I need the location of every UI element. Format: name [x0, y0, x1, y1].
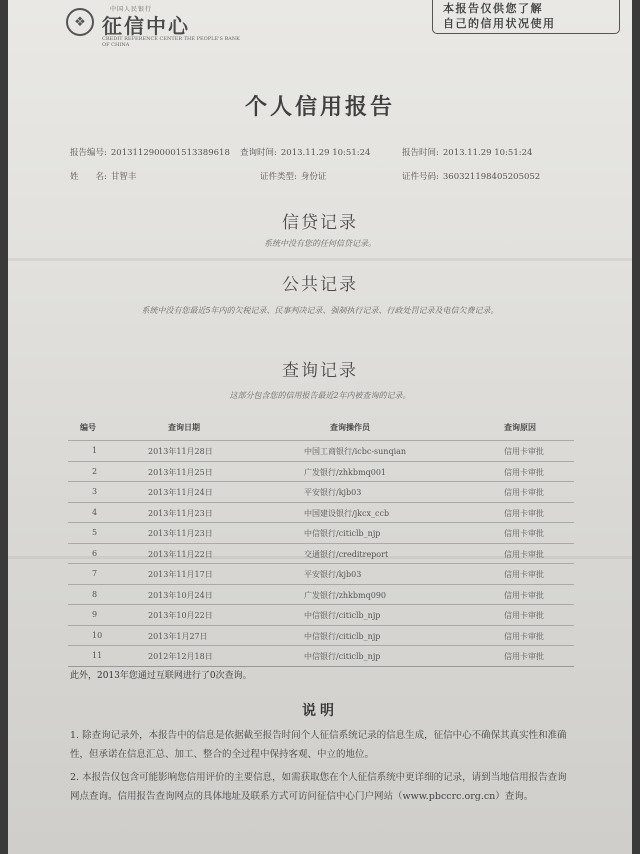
- table-row: [68, 502, 574, 523]
- cell-reason: 信用卡审批: [504, 467, 544, 477]
- cell-operator: 中信银行/citiclb_njp: [304, 529, 381, 538]
- credit-center-logo: [66, 4, 240, 48]
- cell-no: 3: [92, 487, 98, 496]
- cell-reason: 信用卡审批: [504, 508, 544, 518]
- cell-reason: 信用卡审批: [504, 631, 544, 641]
- cell-reason: 信用卡审批: [504, 529, 544, 538]
- report-paper: [8, 0, 632, 854]
- cell-date: 2013年11月28日: [148, 447, 213, 456]
- cell-reason: 信用卡审批: [504, 447, 544, 456]
- cell-no: 9: [92, 610, 98, 619]
- public-section-title: 公共记录: [282, 275, 358, 295]
- cell-no: 5: [92, 528, 98, 537]
- cell-operator: 广发银行/zhkbmq090: [304, 590, 387, 600]
- page-title: 个人信用报告: [244, 94, 395, 120]
- cell-reason: 信用卡审批: [504, 488, 544, 497]
- cell-reason: 信用卡审批: [504, 570, 544, 579]
- table-row: [68, 440, 574, 461]
- cell-no: 8: [92, 589, 98, 599]
- cell-operator: 中国建设银行/jkcx_ccb: [304, 508, 390, 518]
- cell-operator: 中信银行/citiclb_njp: [304, 652, 381, 661]
- cell-no: 11: [92, 651, 103, 660]
- table-row: [68, 625, 574, 646]
- logo-english: CREDIT REFERENCE CENTER THE PEOPLE'S BANK OF CHINA: [102, 36, 240, 48]
- cell-no: 6: [92, 548, 98, 558]
- table-bottom-rule: [68, 666, 574, 667]
- query-section-note: 这部分包含您的信用报告最近2年内被查询的记录。: [229, 391, 411, 400]
- cell-reason: 信用卡审批: [504, 590, 544, 600]
- cell-reason: 信用卡审批: [504, 611, 544, 620]
- explanation-paragraph-1: 1. 除查询记录外，本报告中的信息是依据截至报告时间个人征信系统记录的信息生成，征信中心不确保其真实性和准确性，但承诺在信息汇总、加工、整合的全过程中保持客观、中立的地位。: [70, 730, 567, 760]
- id-number: 证件号码: 360321198405205052: [402, 172, 541, 182]
- cell-no: 4: [92, 507, 98, 517]
- emblem-icon: ❖: [66, 8, 94, 36]
- logo-top-text: 中国人民银行: [110, 6, 153, 13]
- col-header-reason: 查询原因: [504, 422, 536, 432]
- cell-operator: 平安银行/kjb03: [304, 488, 362, 497]
- explanation-paragraph-2: 2. 本报告仅包含可能影响您信用评价的主要信息，如需获取您在个人征信系统中更详细的记录，请到当地信用报告查询网点查询。信用报告查询网点的具体地址及联系方式可访问征信中心门户网站（www.pbccrc.org.cn）查询。: [70, 772, 567, 802]
- cell-date: 2012年12月18日: [148, 652, 213, 661]
- cell-date: 2013年1月27日: [148, 631, 208, 641]
- table-row: [68, 584, 574, 605]
- credit-section-title: 信贷记录: [282, 213, 358, 233]
- table-row: [68, 461, 574, 482]
- cell-operator: 平安银行/kjb03: [304, 570, 362, 579]
- cell-date: 2013年11月17日: [148, 570, 213, 579]
- logo-name: 征信中心: [102, 14, 190, 38]
- query-section-title: 查询记录: [282, 361, 358, 381]
- col-header-no: 编号: [80, 422, 96, 432]
- usage-notice-stamp: [432, 0, 620, 34]
- cell-reason: 信用卡审批: [504, 652, 544, 661]
- cell-operator: 中信银行/citiclb_njp: [304, 631, 381, 641]
- cell-date: 2013年10月24日: [148, 590, 213, 600]
- col-header-date: 查询日期: [168, 422, 200, 432]
- query-time: 查询时间: 2013.11.29 10:51:24: [240, 148, 371, 158]
- cell-no: 2: [92, 466, 98, 476]
- credit-section-note: 系统中没有您的任何信贷记录。: [264, 239, 376, 248]
- table-row: [68, 604, 574, 625]
- table-row: [68, 645, 574, 666]
- table-row: [68, 563, 574, 584]
- cell-date: 2013年11月25日: [148, 467, 213, 477]
- table-row: [68, 481, 574, 502]
- cell-operator: 交通银行/creditreport: [304, 549, 389, 559]
- table-row: [68, 543, 574, 564]
- cell-no: 7: [92, 569, 98, 578]
- cell-operator: 中国工商银行/icbc-sunqian: [304, 447, 407, 456]
- cell-date: 2013年10月22日: [148, 611, 213, 620]
- col-header-operator: 查询操作员: [330, 422, 370, 432]
- cell-date: 2013年11月23日: [148, 508, 213, 518]
- paper-fold: [8, 258, 632, 261]
- cell-date: 2013年11月22日: [148, 549, 213, 559]
- table-row: [68, 522, 574, 543]
- cell-reason: 信用卡审批: [504, 549, 544, 559]
- cell-date: 2013年11月24日: [148, 488, 213, 497]
- public-section-note: 系统中没有您最近5年内的欠税记录、民事判决记录、强制执行记录、行政处罚记录及电信欠费记录。: [141, 306, 499, 315]
- report-number: 报告编号: 2013112900001513389618: [70, 148, 230, 158]
- notice-line-2: 自己的信用状况使用: [443, 17, 556, 30]
- notice-line-1: 本报告仅供您了解: [443, 2, 543, 15]
- cell-no: 10: [92, 630, 103, 640]
- report-time: 报告时间: 2013.11.29 10:51:24: [402, 148, 533, 158]
- cell-no: 1: [92, 446, 98, 455]
- internet-query-summary: 此外，2013年您通过互联网进行了0次查询。: [70, 671, 252, 681]
- cell-operator: 中信银行/citiclb_njp: [304, 611, 381, 620]
- person-name: 姓 名: 甘智丰: [70, 172, 137, 182]
- cell-date: 2013年11月23日: [148, 529, 213, 538]
- explanation-title: 说明: [302, 703, 338, 719]
- id-type: 证件类型: 身份证: [260, 172, 327, 182]
- cell-operator: 广发银行/zhkbmq001: [304, 467, 387, 477]
